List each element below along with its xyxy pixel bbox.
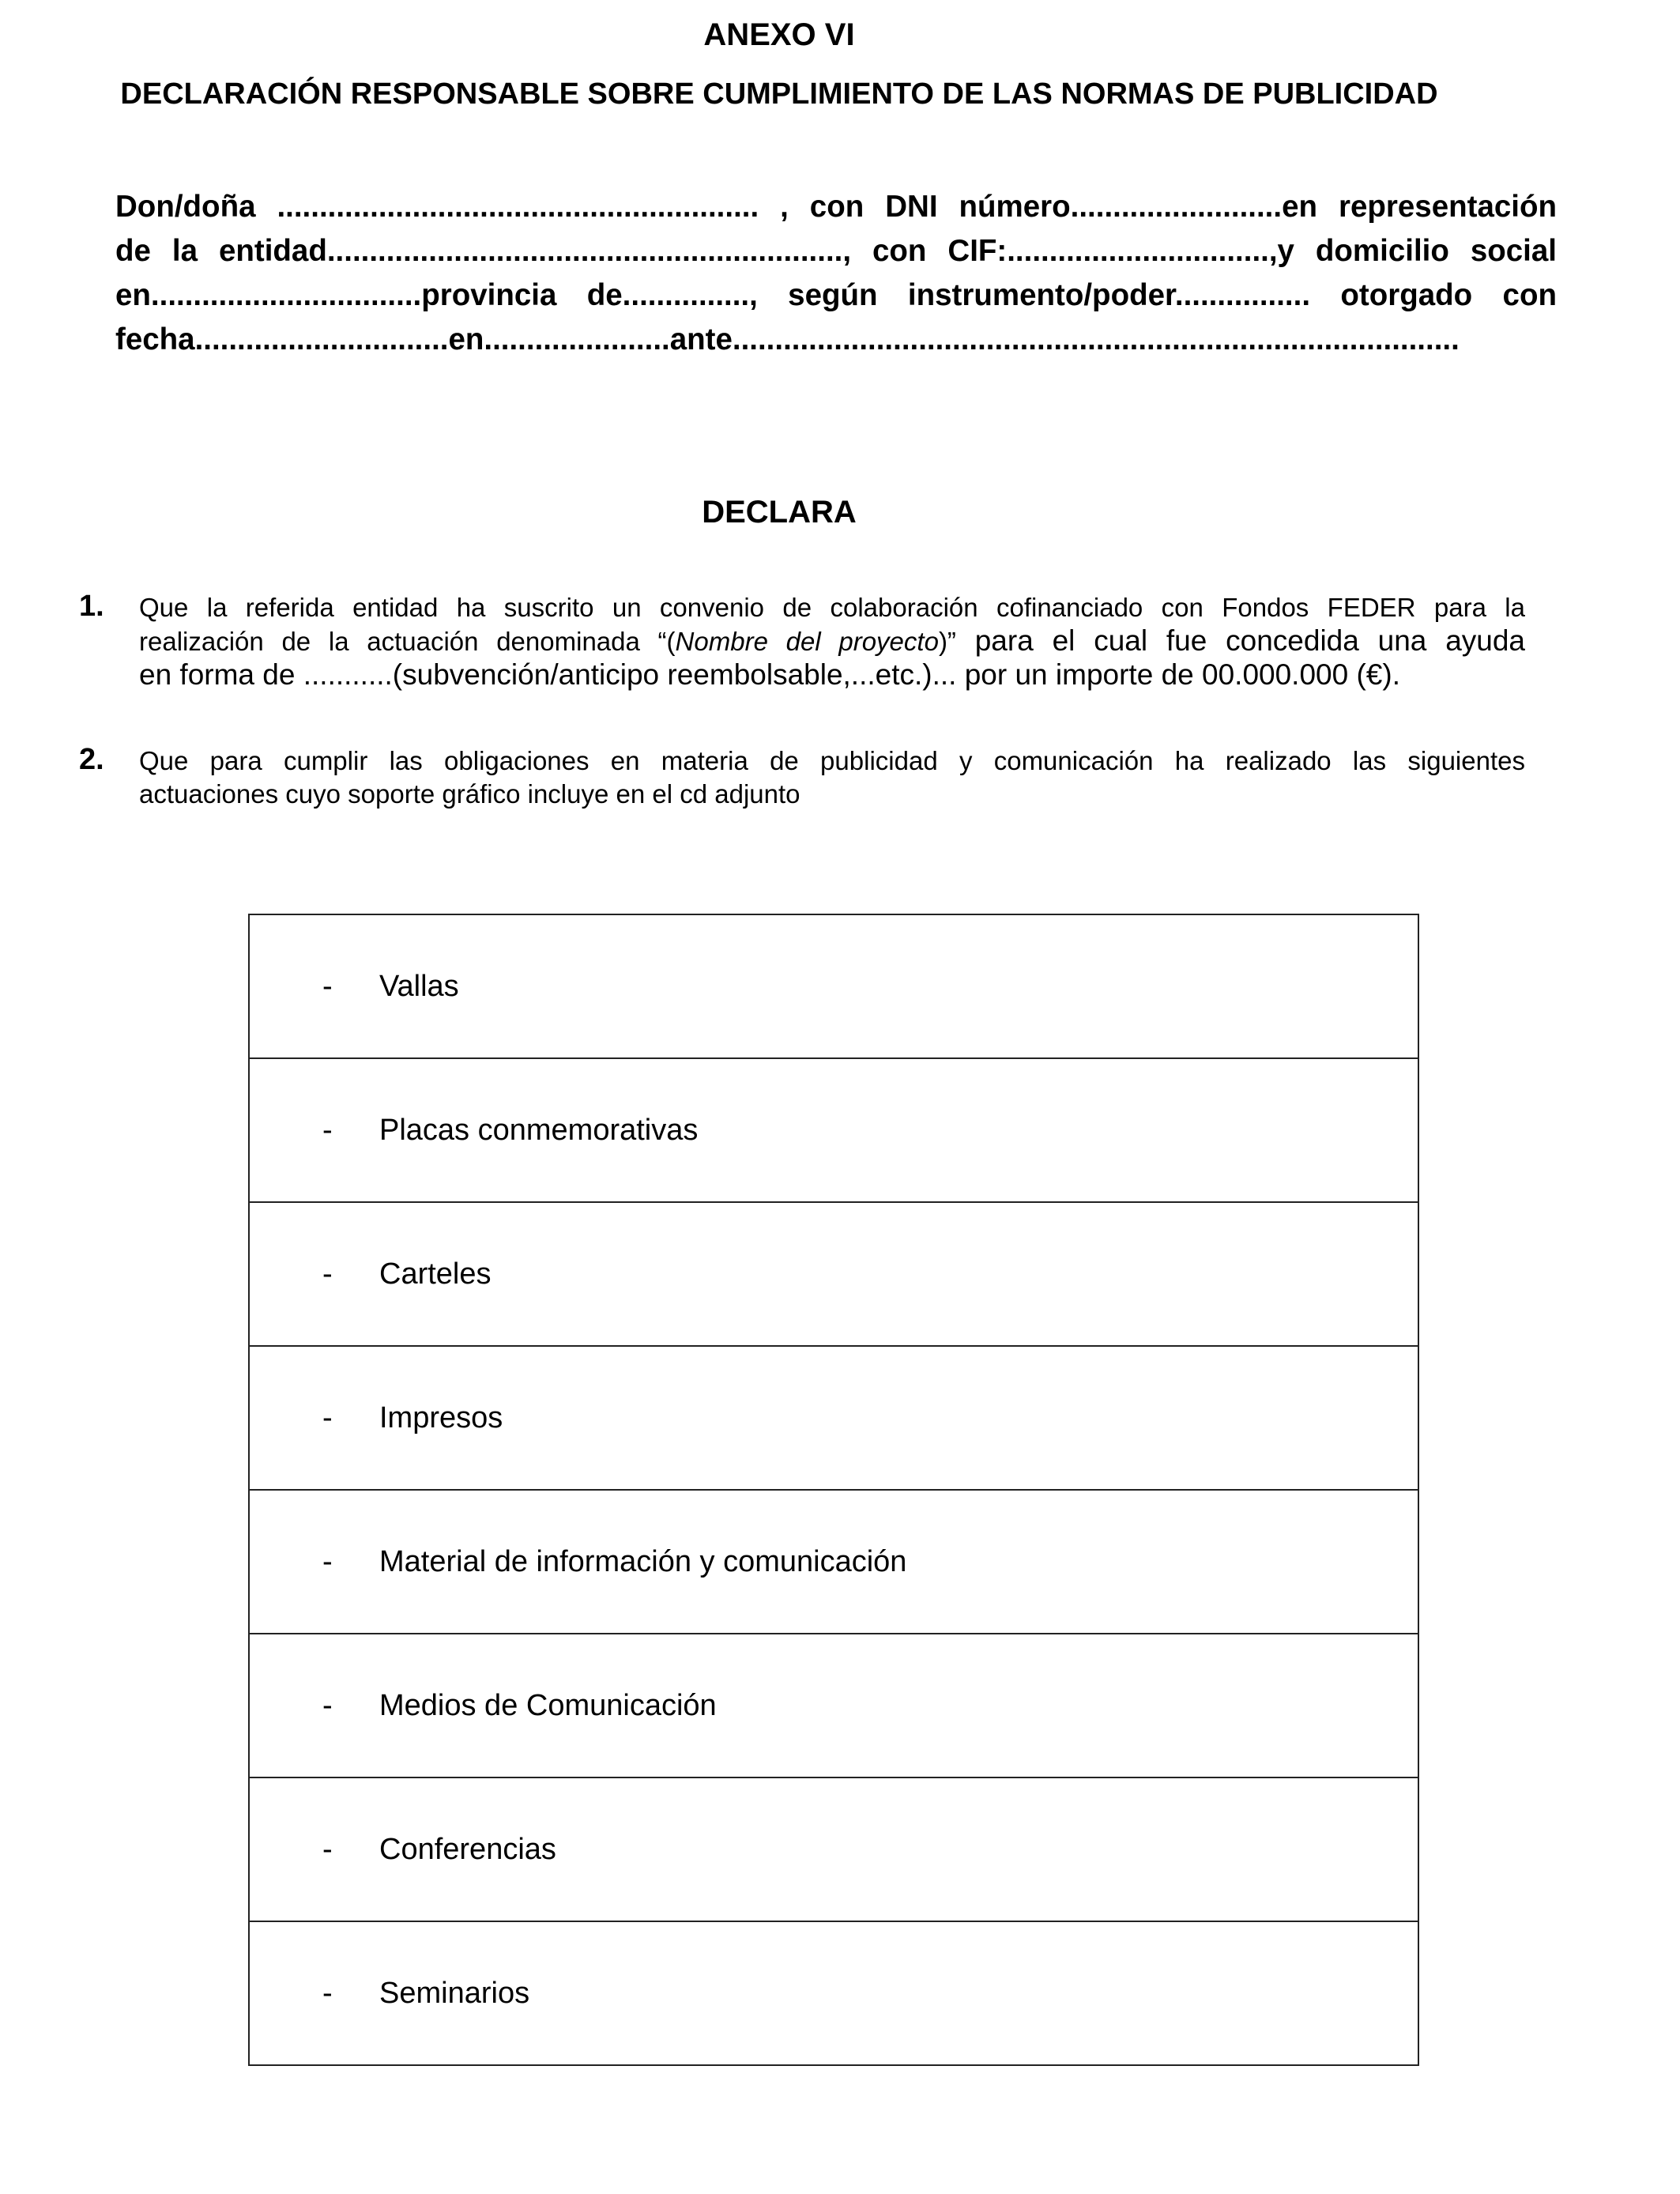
intro-paragraph <box>115 185 1557 362</box>
bullet-dash: - <box>322 969 333 1003</box>
item-line-segment: realización de la actuación denominada “( <box>139 627 676 656</box>
table-row <box>249 1058 1418 1202</box>
actuacion-label: Vallas <box>379 969 459 1003</box>
bullet-dash: - <box>322 1113 333 1147</box>
declara-heading: DECLARA <box>702 495 857 530</box>
table-cell <box>249 1058 1418 1202</box>
page-title: ANEXO VI <box>703 17 855 52</box>
table-cell <box>249 1202 1418 1346</box>
item-line: actuaciones cuyo soporte gráfico incluye en el cd adjunto <box>139 779 800 809</box>
item-line-segment: para el cual fue concedida una ayuda <box>955 624 1525 657</box>
actuacion-label: Seminarios <box>379 1976 530 2010</box>
actuacion-label: Placas conmemorativas <box>379 1113 699 1147</box>
table-cell <box>249 1777 1418 1921</box>
table-cell <box>249 1921 1418 2065</box>
intro-line: de la entidad............................................................., con CIF:...............................,y domicilio social <box>115 234 1557 268</box>
table-cell <box>249 1346 1418 1490</box>
bullet-dash: - <box>322 1688 333 1722</box>
table-row <box>249 1777 1418 1921</box>
table-row <box>249 1490 1418 1634</box>
table-row <box>249 1346 1418 1490</box>
table-cell <box>249 1634 1418 1777</box>
item-line: Que para cumplir las obligaciones en materia de publicidad y comunicación ha realizado las siguientes <box>139 746 1525 775</box>
bullet-dash: - <box>322 1400 333 1434</box>
item-line: Que la referida entidad ha suscrito un convenio de colaboración cofinanciado con Fondos FEDER para la <box>139 593 1525 622</box>
project-name-placeholder: Nombre del proyecto <box>675 627 939 656</box>
table-row <box>249 1921 1418 2065</box>
actuacion-label: Carteles <box>379 1257 492 1291</box>
actuacion-label: Impresos <box>379 1400 503 1434</box>
bullet-dash: - <box>322 1976 333 2010</box>
actuacion-label: Material de información y comunicación <box>379 1544 907 1578</box>
table-cell <box>249 914 1418 1058</box>
item-line <box>139 624 1525 658</box>
intro-line: en................................provincia de..............., según instrumento/poder................ otorgado con <box>115 278 1557 312</box>
bullet-dash: - <box>322 1832 333 1866</box>
actuacion-label: Conferencias <box>379 1832 556 1866</box>
table-cell <box>249 1490 1418 1634</box>
item-number: 1. <box>79 590 104 623</box>
table-row <box>249 914 1418 1058</box>
bullet-dash: - <box>322 1544 333 1578</box>
actuaciones-table <box>248 914 1419 2066</box>
intro-line: fecha..............................en......................ante...................................................................................... <box>115 322 1460 356</box>
page-subtitle: DECLARACIÓN RESPONSABLE SOBRE CUMPLIMIENTO DE LAS NORMAS DE PUBLICIDAD <box>120 77 1438 111</box>
table-row <box>249 1634 1418 1777</box>
item-line-segment: )” <box>938 627 956 656</box>
item-number: 2. <box>79 743 104 776</box>
bullet-dash: - <box>322 1257 333 1291</box>
actuacion-label: Medios de Comunicación <box>379 1688 717 1722</box>
item-text <box>139 745 1525 811</box>
item-text <box>139 591 1525 692</box>
table-row <box>249 1202 1418 1346</box>
intro-line: Don/doña ......................................................... , con DNI número.........................en representación <box>115 190 1557 224</box>
item-line: en forma de ...........(subvención/anticipo reembolsable,...etc.)... por un importe de 00.000.000 (€). <box>139 658 1400 691</box>
